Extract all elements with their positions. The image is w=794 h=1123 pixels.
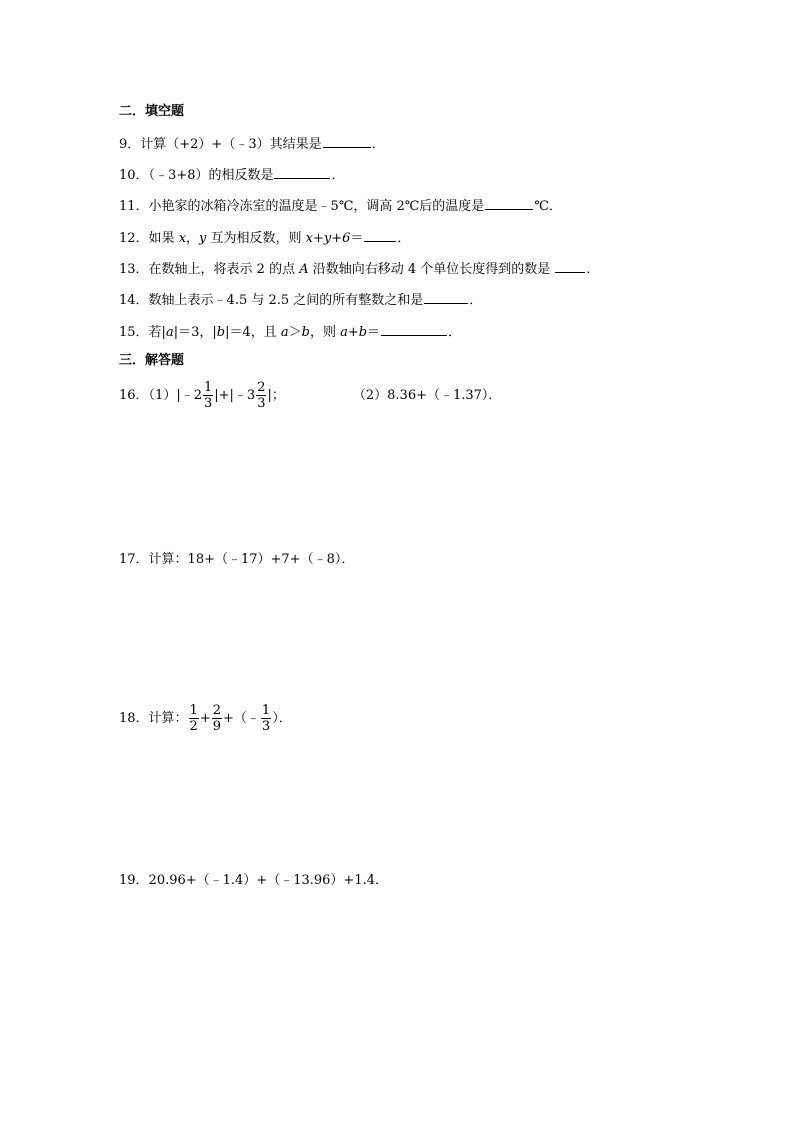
question-13: 13．在数轴上，将表示 2 的点 A 沿数轴向右移动 4 个单位长度得到的数是 ． (119, 259, 599, 279)
question-19: 19．20.96+（﹣1.4）+（﹣13.96）+1.4． (119, 873, 389, 888)
answer-blank-12[interactable] (364, 228, 396, 242)
fraction-1-2: $\frac{1}{2}$ (189, 703, 198, 734)
answer-blank-15[interactable] (381, 322, 447, 336)
question-17: 17．计算：18+（﹣17）+7+（﹣8）． (119, 552, 355, 567)
question-11-text: 11．小艳家的冰箱冷冻室的温度是﹣5℃，调高 2℃后的温度是 (119, 199, 485, 214)
question-15: 15．若|a|＝3，|b|＝4，且 a＞b，则 a+b＝ ． (119, 322, 461, 342)
answer-blank-13[interactable] (555, 259, 585, 273)
fraction-2-3: $\frac{2}{3}$ (257, 380, 266, 411)
question-10-text: 10．（﹣3+8）的相反数是 (119, 168, 274, 183)
question-9-text: 9．计算（+2）+（﹣3）其结果是 (119, 137, 322, 152)
answer-blank-9[interactable] (323, 134, 371, 148)
question-16-part-2: （2）8.36+（﹣1.37）． (352, 388, 502, 403)
question-10: 10．（﹣3+8）的相反数是 ． (119, 165, 345, 185)
answer-blank-10[interactable] (274, 165, 330, 179)
question-11: 11．小艳家的冰箱冷冻室的温度是﹣5℃，调高 2℃后的温度是 ℃． (119, 196, 562, 216)
question-16: 16．（1）|﹣2 $\frac{1}{3}$ |+|﹣3 $\frac{2}{3}$ |； （2）8.36+（﹣1.37）． (119, 380, 502, 411)
answer-blank-11[interactable] (485, 196, 533, 210)
section-heading-fill-in: 二．填空题 (119, 104, 185, 119)
question-18: 18．计算： $\frac{1}{2}$ + $\frac{2}{9}$ +（﹣ $\frac{1}{3}$ ）． (119, 703, 292, 734)
answer-blank-14[interactable] (424, 290, 468, 304)
fraction-2-9: $\frac{2}{9}$ (212, 703, 222, 734)
question-12: 12．如果 x，y 互为相反数，则 x+y+6＝ ． (119, 228, 410, 248)
section-heading-answer: 三．解答题 (119, 353, 185, 368)
fraction-1-3: $\frac{1}{3}$ (203, 380, 213, 411)
question-9: 9．计算（+2）+（﹣3）其结果是 ． (119, 134, 385, 154)
question-14: 14．数轴上表示﹣4.5 与 2.5 之间的所有整数之和是 ． (119, 290, 482, 310)
fraction-1-3: $\frac{1}{3}$ (261, 703, 271, 734)
question-14-text: 14．数轴上表示﹣4.5 与 2.5 之间的所有整数之和是 (119, 293, 424, 308)
